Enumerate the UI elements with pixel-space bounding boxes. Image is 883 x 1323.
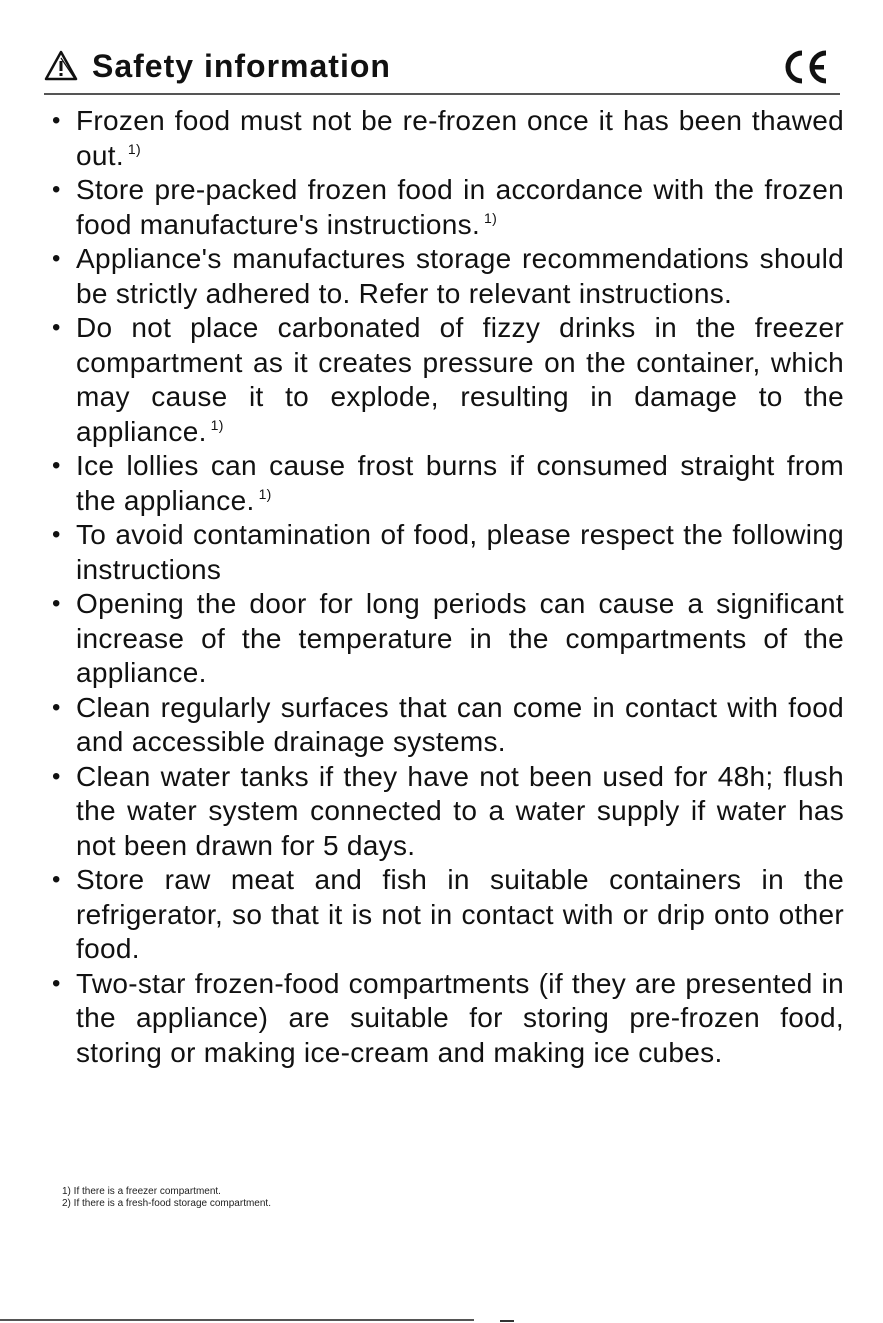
header-divider <box>44 93 840 95</box>
footnote-ref: 1) <box>258 485 272 502</box>
bullet-icon: • <box>52 762 61 790</box>
bullet-icon: • <box>52 521 61 548</box>
footnote-2: 2) If there is a fresh-food storage compartment. <box>62 1198 271 1209</box>
ce-mark-icon <box>780 49 830 85</box>
bullet-icon: • <box>52 693 61 721</box>
bullet-icon: • <box>52 314 61 341</box>
warning-triangle-icon <box>44 50 78 82</box>
list-item: • Appliance's manufactures storage recommendations should be strictly adhered to. Refer to relevant instructions. <box>52 243 844 309</box>
list-item: • Ice lollies can cause frost burns if consumed straight from the appliance. $^{1)}$ <box>52 450 844 516</box>
page-number-mark <box>500 1320 514 1322</box>
list-item: • Frozen food must not be re-frozen once it has been thawed out. $^{1)}$ <box>52 105 844 171</box>
list-item: • Clean regularly surfaces that can come in contact with food and accessible drainage systems. <box>52 691 844 757</box>
page-title: Safety information <box>92 48 391 84</box>
page-header <box>44 46 840 92</box>
footnote-1: 1) If there is a freezer compartment. <box>62 1186 221 1197</box>
bottom-divider <box>0 1319 474 1321</box>
bullet-icon: • <box>52 107 61 134</box>
list-item: • Store raw meat and fish in suitable containers in the refrigerator, so that it is not in contact with or drip onto other food. <box>52 864 844 964</box>
footnote-ref: 1) <box>484 209 498 226</box>
bullet-icon: • <box>52 590 61 617</box>
list-item: • Do not place carbonated of fizzy drinks in the freezer compartment as it creates pressure on the container, which may cause it to explode, resulting in damage to the appliance. $^{1)}$ <box>52 312 844 447</box>
bullet-icon: • <box>52 969 61 997</box>
footnotes <box>62 1186 271 1210</box>
bullet-icon: • <box>52 245 61 272</box>
bullet-icon: • <box>52 176 61 203</box>
bullet-icon: • <box>52 866 61 893</box>
list-item: • Store pre-packed frozen food in accordance with the frozen food manufacture's instructions. $^{1)}$ <box>52 174 844 240</box>
footnote-ref: 1) <box>127 140 141 157</box>
list-item: • To avoid contamination of food, please respect the following instructions <box>52 519 844 585</box>
bullet-icon: • <box>52 452 61 479</box>
safety-list <box>52 104 844 1070</box>
footnote-ref: 1) <box>210 416 224 433</box>
list-item: • Clean water tanks if they have not been used for 48h; flush the water system connected to a water supply if water has not been drawn for 5 days. <box>52 760 844 861</box>
list-item: • Opening the door for long periods can cause a significant increase of the temperature in the compartments of the appliance. <box>52 588 844 688</box>
list-item: • Two-star frozen-food compartments (if they are presented in the appliance) are suitable for storing pre-frozen food, storing or making ice-cream and making ice cubes. <box>52 967 844 1068</box>
